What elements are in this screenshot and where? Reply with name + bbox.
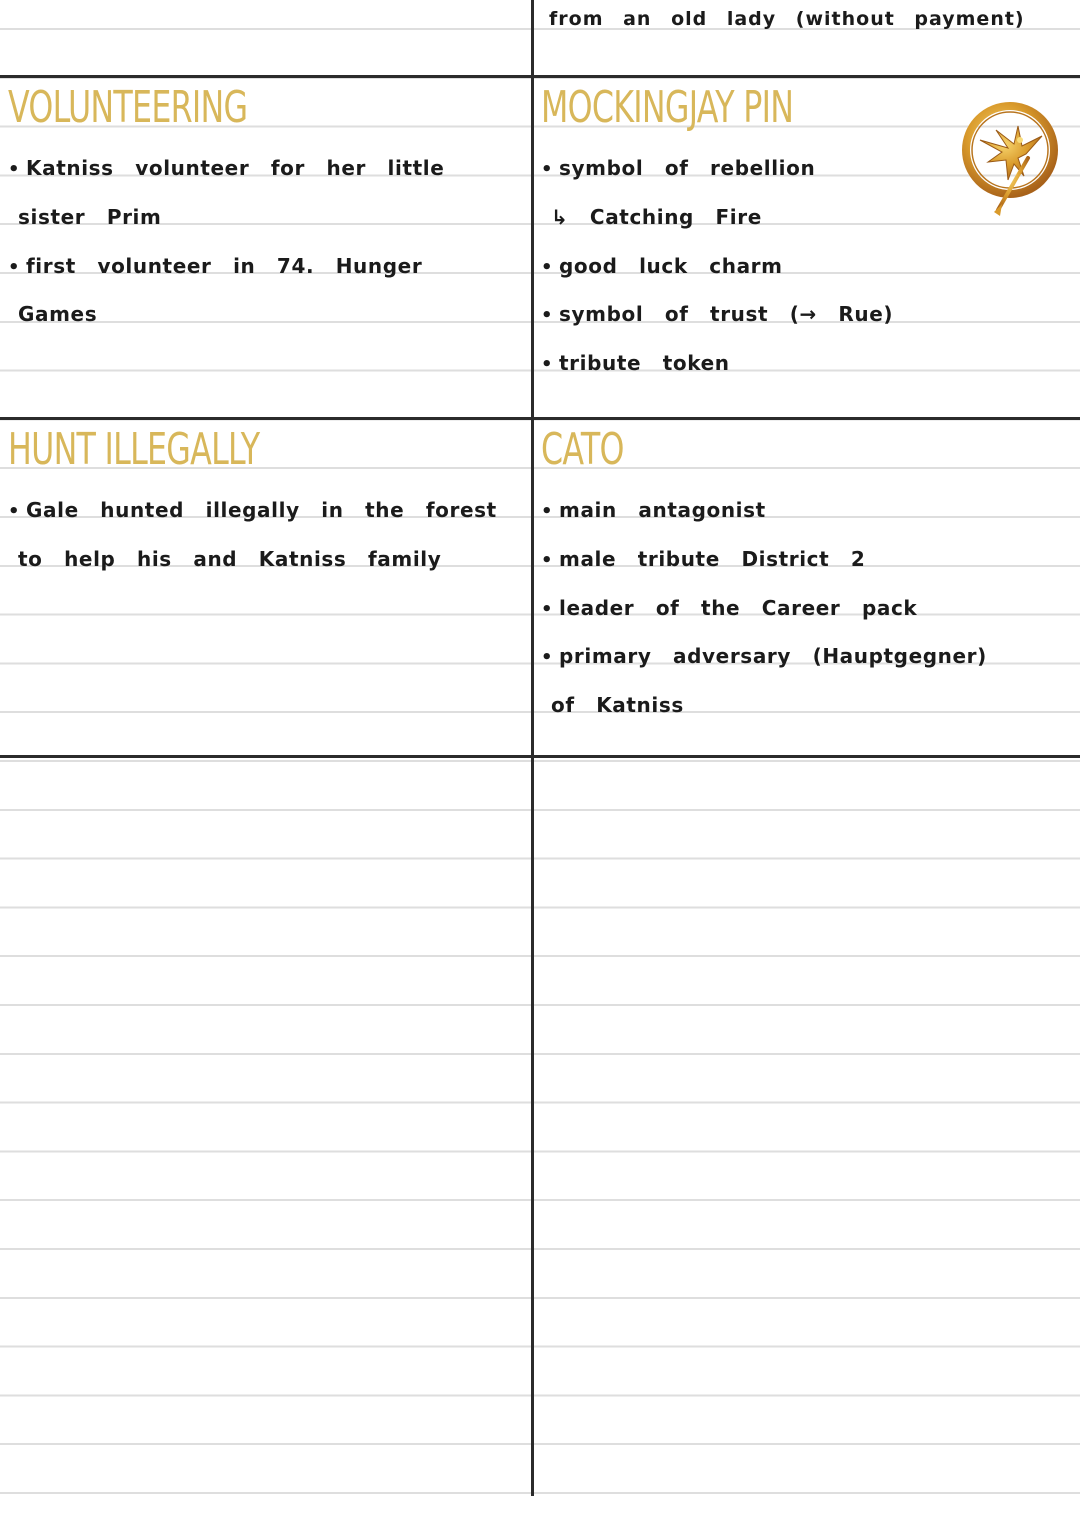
bullet-icon: • <box>541 159 554 180</box>
section-cato <box>541 424 1071 730</box>
bullet-icon: • <box>541 354 554 376</box>
bullet-icon: • <box>8 256 21 278</box>
bullet-icon: • <box>541 647 554 669</box>
note-line: Games <box>18 302 98 327</box>
section-heading: VOLUNTEERING <box>8 82 248 133</box>
note-line: ↳ Catching Fire <box>551 204 762 229</box>
section-hunt-illegally <box>8 424 523 584</box>
bullet-icon: • <box>541 256 554 278</box>
note-line: • primary adversary (Hauptgegner) <box>541 632 1071 681</box>
note-line: sister Prim <box>18 204 162 229</box>
note-line: • Gale hunted illegally in the forest <box>8 486 523 535</box>
note-line: • good luck charm <box>541 242 1071 291</box>
bullet-icon: • <box>541 549 554 571</box>
bullet-icon: • <box>541 598 554 620</box>
note-line: • main antagonist <box>541 486 1071 535</box>
section-heading: CATO <box>541 424 624 475</box>
note-line: • symbol of trust (→ Rue) <box>541 290 1071 339</box>
horizontal-divider-top <box>0 75 1080 78</box>
bullet-icon: • <box>541 501 554 522</box>
horizontal-divider-middle <box>0 417 1080 420</box>
note-line: of Katniss <box>551 693 684 718</box>
horizontal-divider-bottom <box>0 755 1080 758</box>
bullet-icon: • <box>8 159 21 180</box>
note-line: • male tribute District 2 <box>541 535 1071 584</box>
section-heading: HUNT ILLEGALLY <box>8 424 260 475</box>
section-heading: MOCKINGJAY PIN <box>541 82 794 133</box>
mockingjay-pin-icon <box>958 100 1062 218</box>
note-line: • Katniss volunteer for her little <box>8 144 523 193</box>
bullet-icon: • <box>541 305 554 327</box>
note-line: • first volunteer in 74. Hunger <box>8 242 523 291</box>
carried-over-note: from an old lady (without payment) <box>549 8 1025 30</box>
note-line: • leader of the Career pack <box>541 584 1071 633</box>
bullet-icon: • <box>8 501 21 522</box>
note-line: to help his and Katniss family <box>18 546 442 571</box>
note-line: • symbol of rebellion <box>541 144 1071 193</box>
vertical-divider <box>531 0 534 1496</box>
note-line: • tribute token <box>541 339 1071 388</box>
section-volunteering <box>8 82 523 339</box>
